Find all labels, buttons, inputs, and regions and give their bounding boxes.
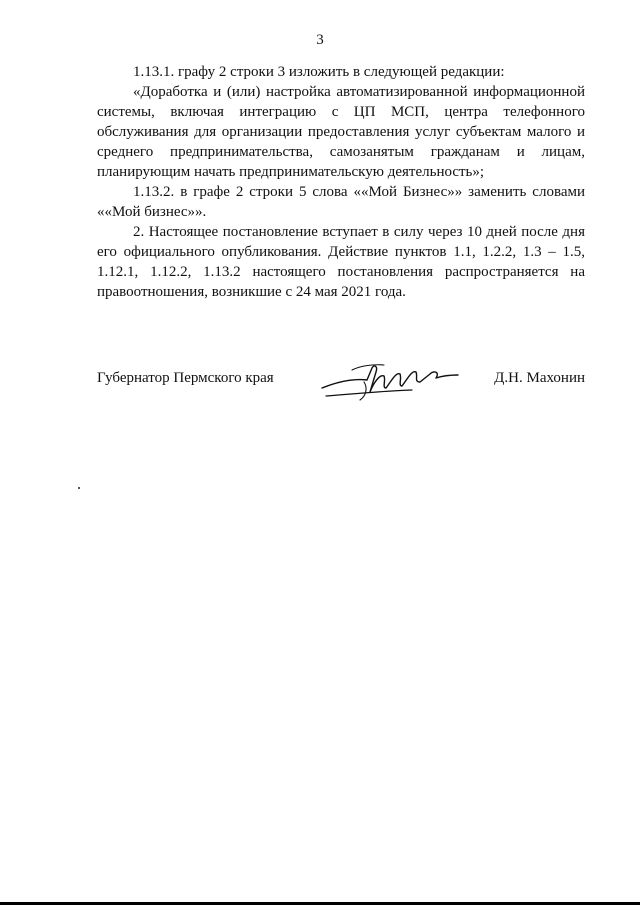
paragraph-1-13-2: 1.13.2. в графе 2 строки 5 слова ««Мой Бизнес»» заменить словами ««Мой бизнес»».: [97, 184, 585, 220]
paragraph-quoted-text: «Доработка и (или) настройка автоматизированной информационной системы, включая интеграцию с ЦП МСП, центра телефонного обслуживания для организации предоставления услуг субъектам малого и среднего предпринимательства, самозанятым гражданам и лицам, планирующим начать предпринимательскую деятельность»;: [97, 84, 585, 180]
handwritten-signature: [312, 360, 462, 405]
document-body: [97, 62, 585, 302]
signature-block: [97, 370, 585, 410]
signatory-name: Д.Н. Махонин: [494, 370, 585, 386]
signatory-title: Губернатор Пермского края: [97, 370, 274, 386]
paragraph-2: 2. Настоящее постановление вступает в силу через 10 дней после дня его официального опубликования. Действие пунктов 1.1, 1.2.2, 1.3 – 1.5, 1.12.1, 1.12.2, 1.13.2 настоящего постановления распространяется на правоотношения, возникшие с 24 мая 2021 года.: [97, 224, 585, 300]
paragraph-1-13-1: 1.13.1. графу 2 строки 3 изложить в следующей редакции:: [133, 64, 505, 80]
page-number: 3: [316, 32, 324, 48]
scan-speck: [78, 487, 80, 489]
